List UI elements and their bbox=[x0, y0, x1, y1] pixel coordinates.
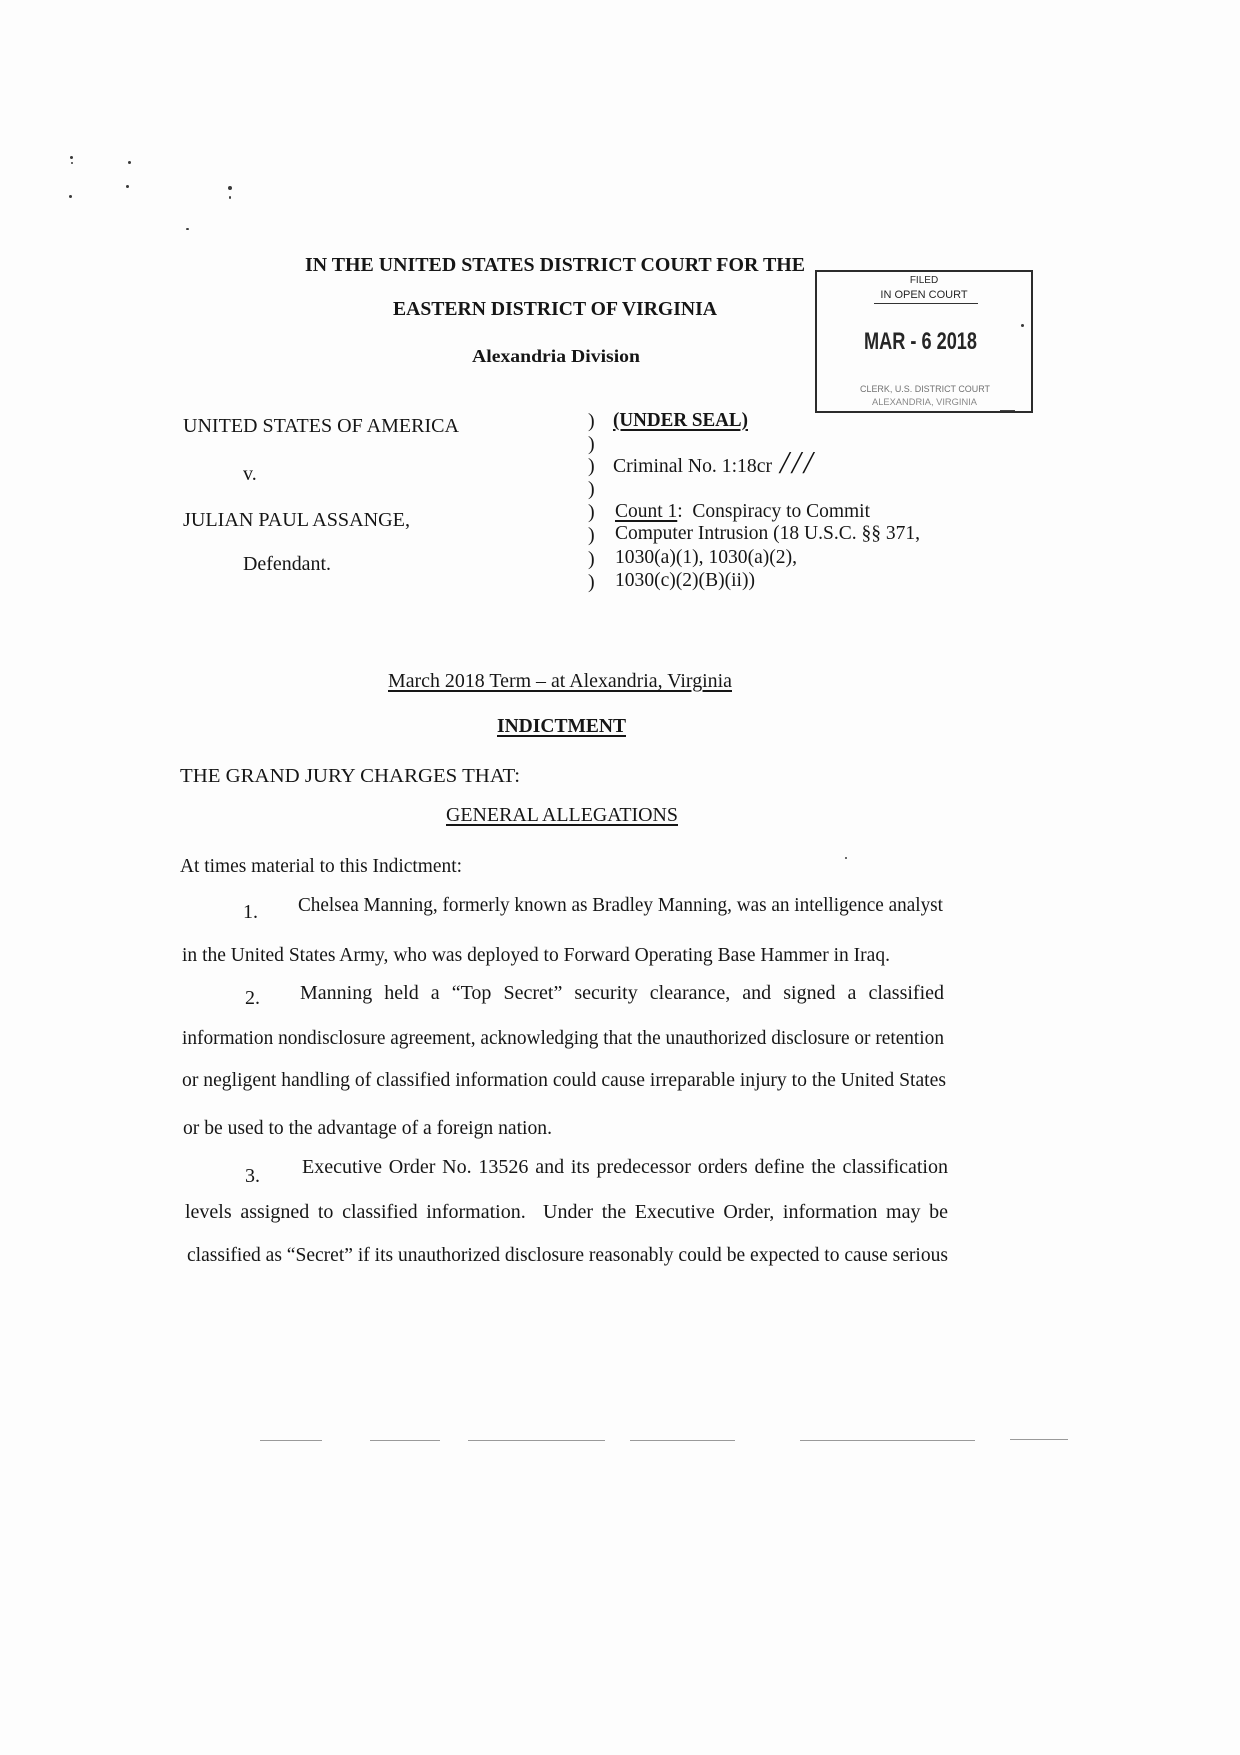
term-line: March 2018 Term – at Alexandria, Virginia bbox=[388, 670, 732, 692]
paragraph-line: classified as “Secret” if its unauthorized disclosure reasonably could be expected to cause serious bbox=[187, 1244, 948, 1266]
paragraph-line: levels assigned to classified information. Under the Executive Order, information may be bbox=[185, 1201, 948, 1223]
scan-speck bbox=[845, 857, 847, 859]
scan-speck bbox=[229, 196, 231, 199]
count-line2: Computer Intrusion (18 U.S.C. §§ 371, bbox=[615, 522, 920, 544]
stamp-rule bbox=[874, 303, 978, 304]
scan-speck bbox=[228, 186, 232, 190]
count-line4: 1030(c)(2)(B)(ii)) bbox=[615, 569, 755, 591]
paragraph-line: or negligent handling of classified information could cause irreparable injury to the United States bbox=[182, 1069, 946, 1091]
paragraph-line: Executive Order No. 13526 and its predecessor orders define the classification bbox=[302, 1156, 948, 1178]
caption-plaintiff: UNITED STATES OF AMERICA bbox=[183, 415, 459, 437]
caption-versus: v. bbox=[243, 463, 257, 485]
caption-paren: ) bbox=[588, 410, 595, 432]
paragraph-number: 1. bbox=[243, 901, 258, 923]
court-division: Alexandria Division bbox=[472, 346, 640, 366]
paragraph-line: in the United States Army, who was deployed to Forward Operating Base Hammer in Iraq. bbox=[182, 944, 890, 966]
scan-line-artifact bbox=[260, 1440, 322, 1441]
caption-paren: ) bbox=[588, 478, 595, 500]
stamp-date: MAR - 6 2018 bbox=[864, 328, 977, 355]
count-line3: 1030(a)(1), 1030(a)(2), bbox=[615, 546, 797, 568]
stamp-clerk-line2: ALEXANDRIA, VIRGINIA bbox=[872, 397, 977, 407]
scan-line-artifact bbox=[468, 1440, 605, 1441]
scan-speck bbox=[71, 162, 73, 164]
caption-paren: ) bbox=[588, 524, 595, 546]
scan-line-artifact bbox=[370, 1440, 440, 1441]
criminal-number-handwritten: /// bbox=[780, 444, 816, 480]
criminal-number: Criminal No. 1:18cr bbox=[613, 455, 772, 477]
caption-paren: ) bbox=[588, 433, 595, 455]
paragraph-line: Manning held a “Top Secret” security clearance, and signed a classified bbox=[300, 982, 944, 1004]
count-text: : Conspiracy to Commit bbox=[677, 500, 870, 522]
scan-line-artifact bbox=[630, 1440, 735, 1441]
caption-paren: ) bbox=[588, 571, 595, 593]
court-heading-line2: EASTERN DISTRICT OF VIRGINIA bbox=[393, 298, 717, 320]
scan-speck bbox=[128, 161, 131, 164]
stamp-filed: FILED bbox=[909, 275, 939, 286]
count-label: Count 1 bbox=[615, 500, 678, 522]
filing-stamp bbox=[815, 270, 1033, 413]
scan-speck bbox=[126, 185, 129, 188]
stamp-in-open-court: IN OPEN COURT bbox=[880, 289, 968, 301]
scan-line-artifact bbox=[800, 1440, 975, 1441]
paragraph-line: Chelsea Manning, formerly known as Bradley Manning, was an intelligence analyst bbox=[298, 894, 943, 916]
document-title: INDICTMENT bbox=[497, 715, 626, 737]
scan-speck bbox=[186, 228, 189, 230]
scan-speck bbox=[1021, 324, 1024, 327]
scan-speck bbox=[70, 156, 73, 159]
paragraph-line: information nondisclosure agreement, acknowledging that the unauthorized disclosure or retention bbox=[182, 1027, 944, 1049]
section-heading: GENERAL ALLEGATIONS bbox=[446, 804, 678, 826]
caption-paren: ) bbox=[588, 548, 595, 570]
caption-paren: ) bbox=[588, 501, 595, 523]
scan-line-artifact bbox=[1010, 1439, 1068, 1440]
paragraph-number: 3. bbox=[245, 1165, 260, 1187]
under-seal-label: (UNDER SEAL) bbox=[613, 409, 748, 431]
scan-speck bbox=[69, 195, 72, 198]
preamble: At times material to this Indictment: bbox=[180, 855, 462, 877]
count-line1 bbox=[615, 499, 870, 523]
paragraph-line: or be used to the advantage of a foreign nation. bbox=[183, 1117, 552, 1139]
caption-defendant-name: JULIAN PAUL ASSANGE, bbox=[183, 509, 410, 531]
court-heading-line1: IN THE UNITED STATES DISTRICT COURT FOR THE bbox=[305, 254, 805, 276]
caption-paren: ) bbox=[588, 455, 595, 477]
caption-defendant-role: Defendant. bbox=[243, 553, 331, 575]
paragraph-number: 2. bbox=[245, 987, 260, 1009]
stamp-clerk-line1: CLERK, U.S. DISTRICT COURT bbox=[860, 384, 990, 394]
charge-intro: THE GRAND JURY CHARGES THAT: bbox=[180, 765, 520, 787]
stamp-mark bbox=[1000, 410, 1015, 411]
